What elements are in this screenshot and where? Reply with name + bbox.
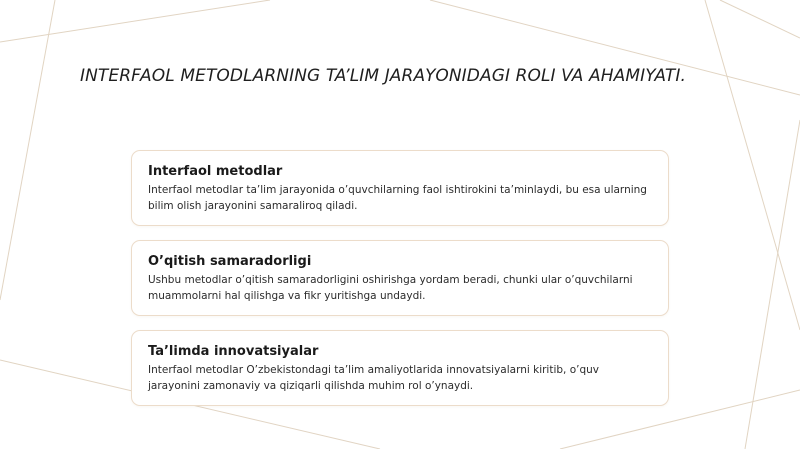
info-card-interfaol-metodlar bbox=[131, 150, 669, 226]
decorative-line bbox=[705, 0, 800, 330]
decorative-line bbox=[0, 0, 55, 300]
decorative-line bbox=[720, 0, 800, 38]
card-heading: Ta’limda innovatsiyalar bbox=[148, 344, 319, 359]
card-text: Interfaol metodlar O’zbekistondagi ta’lim amaliyotlarida innovatsiyalarni kiritib, o’quv jarayonini zamonaviy va qiziqarli qilishda muhim rol o’ynaydi. bbox=[148, 364, 600, 392]
decorative-line bbox=[0, 0, 270, 42]
card-text: Ushbu metodlar o’qitish samaradorligini oshirishga yordam beradi, chunki ular o’quvchilarni muammolarni hal qilishga va fikr yuritishga undaydi. bbox=[148, 274, 633, 302]
card-heading: Interfaol metodlar bbox=[148, 164, 283, 179]
card-text: Interfaol metodlar ta’lim jarayonida o’quvchilarning faol ishtirokini ta’minlaydi, bu esa ularning bilim olish jarayonini samaraliroq qiladi. bbox=[148, 184, 647, 212]
info-card-oqitish-samaradorligi bbox=[131, 240, 669, 316]
slide-title: INTERFAOL METODLARNING TA’LIM JARAYONIDAGI ROLI VA AHAMIYATI. bbox=[80, 66, 686, 86]
info-card-talimda-innovatsiyalar bbox=[131, 330, 669, 406]
card-heading: O’qitish samaradorligi bbox=[148, 254, 312, 269]
